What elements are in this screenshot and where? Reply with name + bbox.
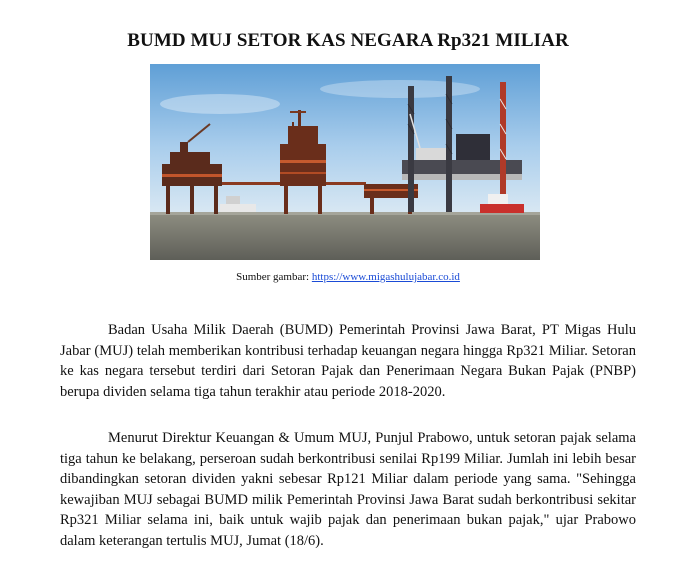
offshore-platform-photo [150, 64, 540, 260]
paragraph-1: Badan Usaha Milik Daerah (BUMD) Pemerintah Provinsi Jawa Barat, PT Migas Hulu Jabar (MUJ) telah memberikan kontribusi terhadap keuangan negara hingga Rp321 Miliar. Setoran ke kas negara tersebut terdiri dari Setoran Pajak dan Penerimaan Negara Bukan Pajak (PNBP) berupa dividen selama tiga tahun terakhir atau periode 2018-2020. [60, 322, 636, 400]
caption-prefix: Sumber gambar: [236, 271, 312, 283]
image-caption [0, 271, 696, 283]
paragraph-2: Menurut Direktur Keuangan & Umum MUJ, Punjul Prabowo, untuk setoran pajak selama tiga tahun ke belakang, perseroan sudah berkontribusi senilai Rp199 Miliar. Jumlah ini lebih besar dibandingkan setoran dividen yakni sebesar Rp121 Miliar dalam periode yang sama. "Sehingga kewajiban MUJ sebagai BUMD milik Pemerintah Provinsi Jawa Barat sudah berkontribusi sekitar Rp321 Miliar selama ini, baik untuk wajib pajak dan penerimaan bukan pajak," ujar Prabowo dalam keterangan tertulis MUJ, Jumat (18/6). [60, 430, 636, 549]
caption-source-link[interactable]: https://www.migashulujabar.co.id [311, 271, 460, 283]
article-title: BUMD MUJ SETOR KAS NEGARA Rp321 MILIAR [127, 30, 569, 51]
